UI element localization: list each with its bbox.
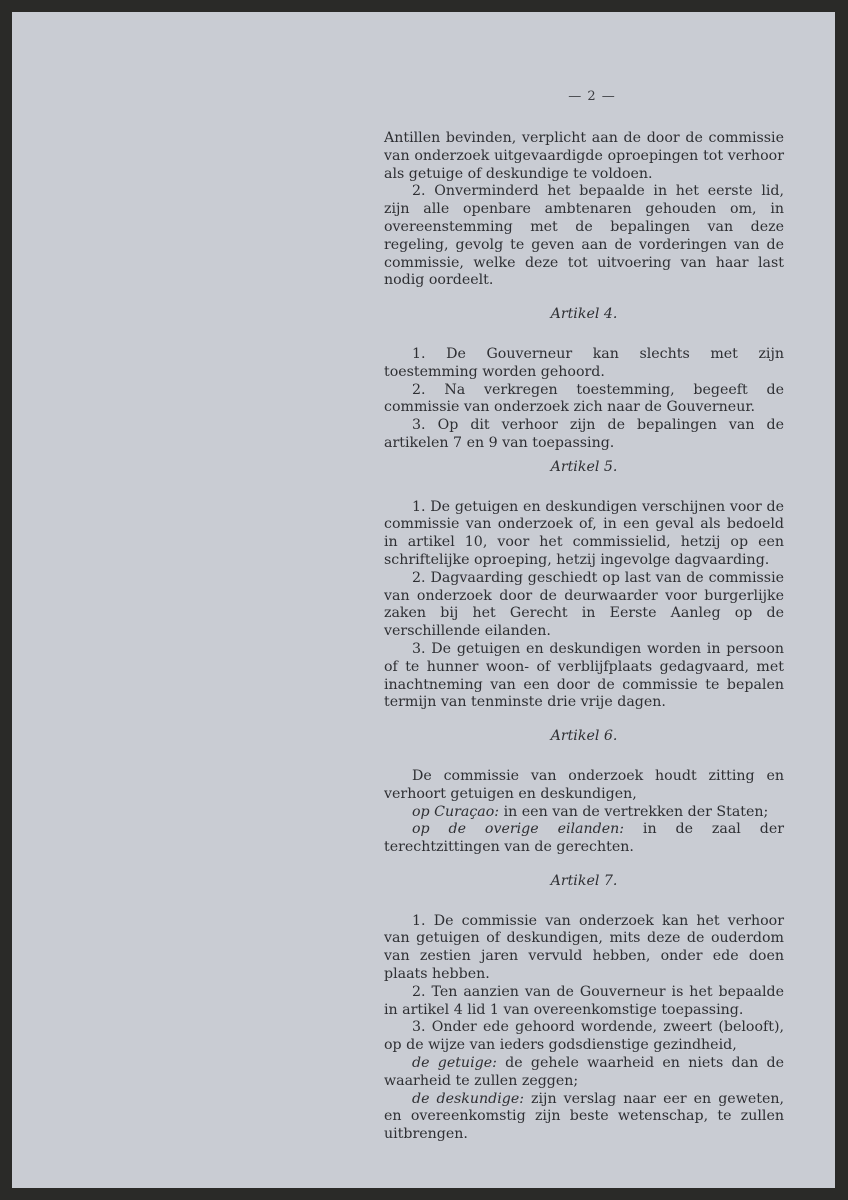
article-7-expert-text: zijn verslag naar eer en geweten, en overeenkomstig zijn beste wetenschap, te zullen uitbrengen.: [384, 1090, 784, 1143]
article-4-paragraph-3: 3. Op dit verhoor zijn de bepalingen van de artikelen 7 en 9 van toepassing.: [384, 417, 784, 451]
intro-paragraph-1: Antillen bevinden, verplicht aan de door de commissie van onderzoek uitgevaardigde oproepingen tot verhoor als getuige of deskundige te voldoen.: [384, 130, 784, 182]
article-5-paragraph-3: 3. De getuigen en deskundigen worden in persoon of te hunner woon- of verblijfplaats gedagvaard, met inachtneming van een door de commissie te bepalen termijn van tenminste drie vrije dagen.: [384, 640, 784, 711]
article-6-paragraph-3: [384, 821, 784, 857]
document-body: [384, 130, 784, 1144]
article-7-paragraph-2: 2. Ten aanzien van de Gouverneur is het bepaalde in artikel 4 lid 1 van overeenkomstige toepassing.: [384, 983, 784, 1018]
article-7-witness-label: de getuige:: [412, 1055, 497, 1072]
article-6-paragraph-1: De commissie van onderzoek houdt zitting en verhoort getuigen en deskundigen,: [384, 767, 784, 802]
article-6-curacao-text: in een van de vertrekken der Staten;: [499, 803, 769, 820]
article-5-paragraph-2: 2. Dagvaarding geschiedt op last van de commissie van onderzoek door de deurwaarder voor burgerlijke zaken bij het Gerecht in Eerste Aanleg op de verschillende eilanden.: [384, 569, 784, 640]
article-6-islands-label: op de overige eilanden:: [412, 821, 625, 838]
intro-paragraph-2: 2. Onverminderd het bepaalde in het eerste lid, zijn alle openbare ambtenaren gehouden om, in overeenstemming met de bepalingen van deze regeling, gevolg te geven aan de vorderingen van de commissie, welke deze tot uitvoering van haar last nodig oordeelt.: [384, 183, 784, 289]
article-7-paragraph-1: 1. De commissie van onderzoek kan het verhoor van getuigen of deskundigen, mits deze de ouderdom van zestien jaren vervuld hebben, onder ede doen plaats hebben.: [384, 912, 784, 983]
article-7-witness-text: de gehele waarheid en niets dan de waarheid te zullen zeggen;: [384, 1055, 784, 1089]
article-7-paragraph-4: [384, 1055, 784, 1091]
article-7-heading: Artikel 7.: [550, 872, 618, 889]
article-6-heading: Artikel 6.: [550, 728, 618, 745]
article-7-paragraph-3: 3. Onder ede gehoord wordende, zweert (belooft), op de wijze van ieders godsdienstige gezindheid,: [384, 1019, 784, 1054]
document-page: [12, 12, 835, 1188]
article-4-heading: Artikel 4.: [550, 306, 618, 323]
article-7-paragraph-5: [384, 1091, 784, 1144]
page-number: — 2 —: [568, 89, 616, 104]
article-6-islands-text: in de zaal der terechtzittingen van de gerechten.: [384, 821, 784, 856]
article-5-heading: Artikel 5.: [550, 458, 618, 475]
article-7-expert-label: de deskundige:: [412, 1090, 525, 1107]
article-6-curacao-label: op Curaçao:: [412, 803, 500, 820]
article-5-paragraph-1: 1. De getuigen en deskundigen verschijnen voor de commissie van onderzoek of, in een geval als bedoeld in artikel 10, voor het commissielid, hetzij op een schriftelijke oproeping, hetzij ingevolge dagvaarding.: [384, 498, 784, 568]
article-4-paragraph-1: 1. De Gouverneur kan slechts met zijn toestemming worden gehoord.: [384, 345, 784, 380]
article-4-paragraph-2: 2. Na verkregen toestemming, begeeft de commissie van onderzoek zich naar de Gouverneur.: [384, 381, 784, 416]
article-6-paragraph-2: [384, 804, 784, 822]
